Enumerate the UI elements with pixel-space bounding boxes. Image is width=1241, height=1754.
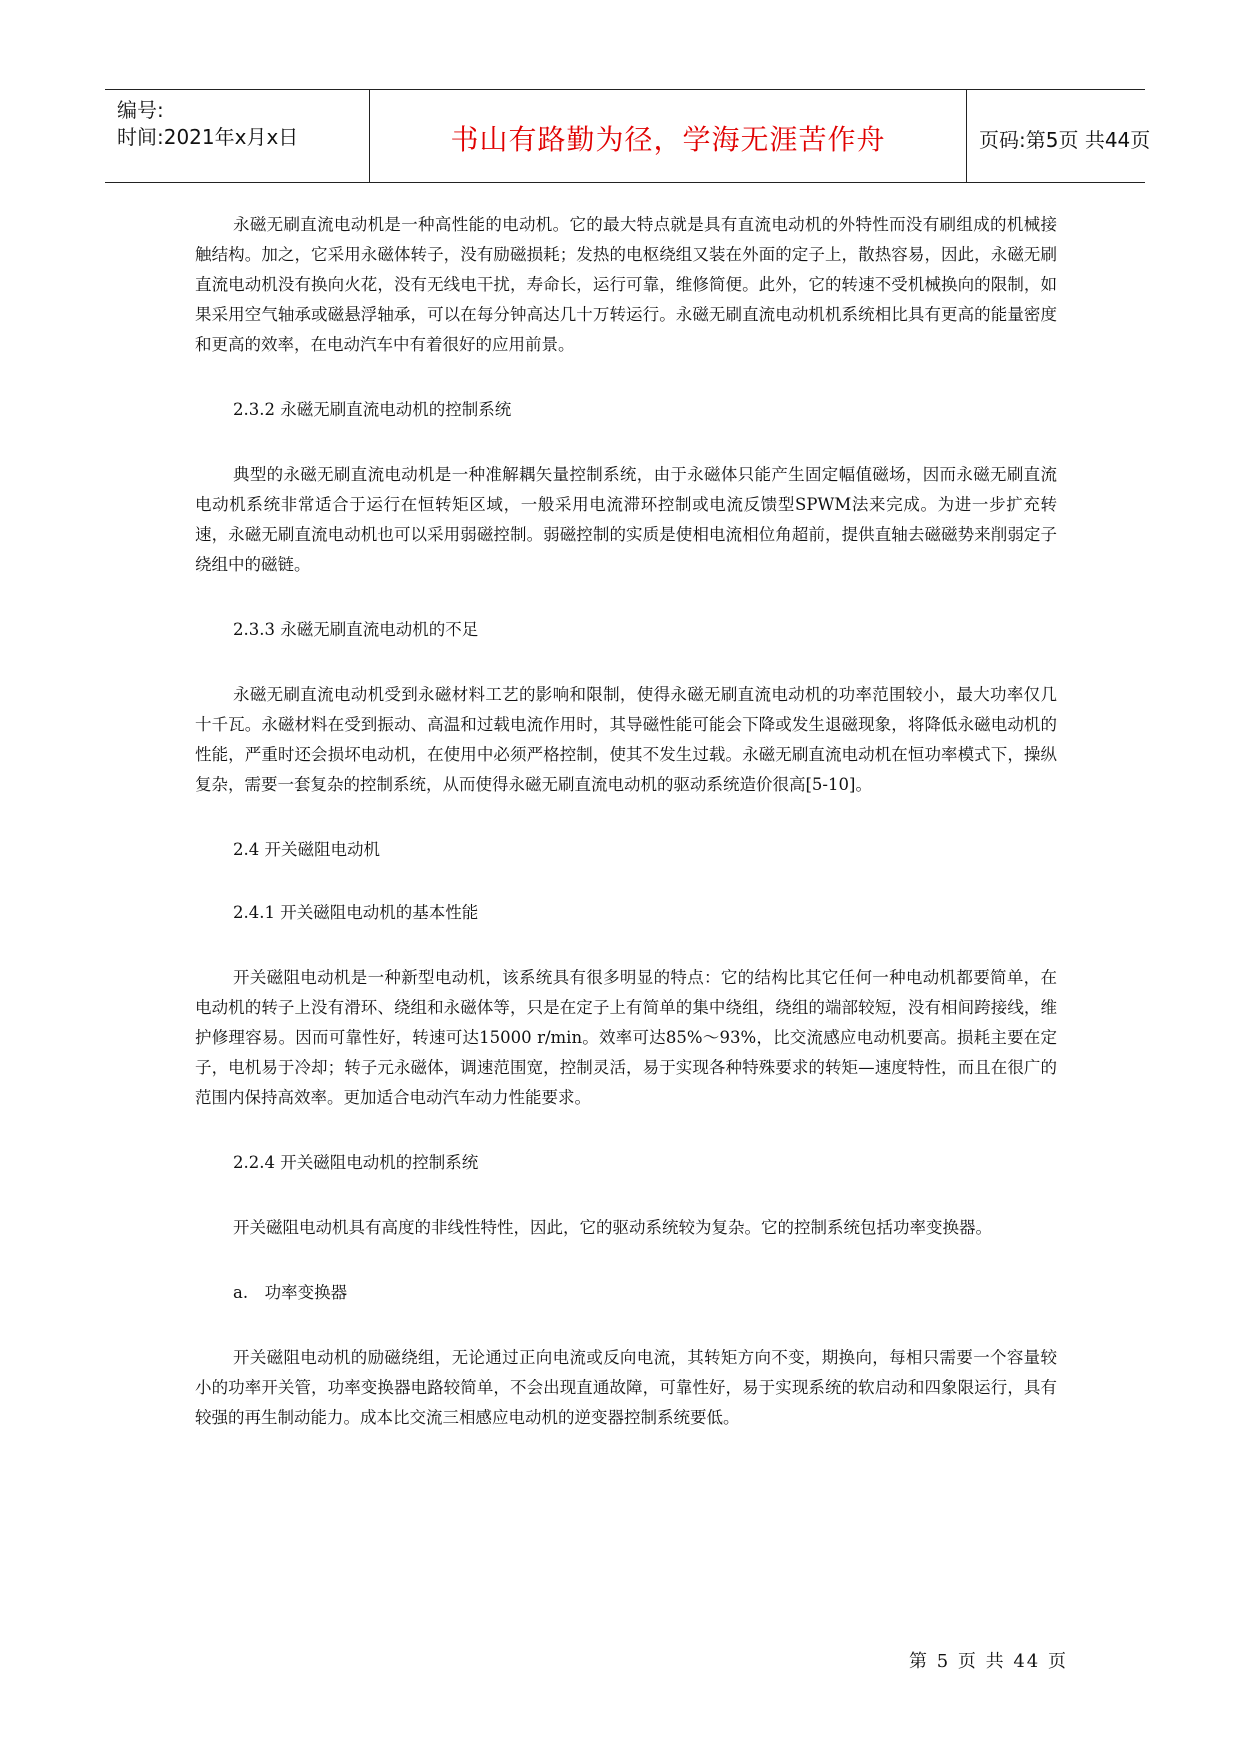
section-heading: 2.3.3 永磁无刷直流电动机的不足 [233,620,479,639]
header-page-cell [967,90,1151,182]
section-heading: 2.2.4 开关磁阻电动机的控制系统 [233,1153,479,1172]
serial-label: 编号: [117,98,164,122]
header-info-cell [105,90,370,182]
time-label: 时间:2021年x月x日 [117,125,299,149]
paragraph: 永磁无刷直流电动机是一种高性能的电动机。它的最大特点就是具有直流电动机的外特性而没有刷组成的机械接触结构。加之，它采用永磁体转子，没有励磁损耗；发热的电枢绕组又装在外面的定子上，散热容易，因此，永磁无刷直流电动机没有换向火花，没有无线电干扰，寿命长，运行可靠，维修简便。此外，它的转速不受机械换向的限制，如果采用空气轴承或磁悬浮轴承，可以在每分钟高达几十万转运行。永磁无刷直流电动机机系统相比具有更高的能量密度和更高的效率，在电动汽车中有着很好的应用前景。 [195,215,1057,354]
page-footer: 第 5 页 共 44 页 [909,1651,1068,1672]
paragraph: 开关磁阻电动机是一种新型电动机，该系统具有很多明显的特点：它的结构比其它任何一种电动机都要简单，在电动机的转子上没有滑环、绕组和永磁体等，只是在定子上有简单的集中绕组，绕组的端部较短，没有相间跨接线，维护修理容易。因而可靠性好，转速可达15000 r/min。效率可达85%～93%，比交流感应电动机要高。损耗主要在定子，电机易于冷却；转子元永磁体，调速范围宽，控制灵活，易于实现各种特殊要求的转矩—速度特性，而且在很广的范围内保持高效率。更加适合电动汽车动力性能要求。 [195,968,1057,1107]
page-info: 页码:第5页 共44页 [979,128,1151,152]
paragraph: 开关磁阻电动机具有高度的非线性特性，因此，它的驱动系统较为复杂。它的控制系统包括功率变换器。 [233,1218,992,1237]
section-heading: 2.3.2 永磁无刷直流电动机的控制系统 [233,400,512,419]
paragraph: 永磁无刷直流电动机受到永磁材料工艺的影响和限制，使得永磁无刷直流电动机的功率范围较小，最大功率仅几十千瓦。永磁材料在受到振动、高温和过载电流作用时，其导磁性能可能会下降或发生退磁现象，将降低永磁电动机的性能，严重时还会损坏电动机，在使用中必须严格控制，使其不发生过载。永磁无刷直流电动机在恒功率模式下，操纵复杂，需要一套复杂的控制系统，从而使得永磁无刷直流电动机的驱动系统造价很高[5-10]。 [195,685,1057,794]
section-heading: 2.4.1 开关磁阻电动机的基本性能 [233,903,479,922]
paragraph: 典型的永磁无刷直流电动机是一种准解耦矢量控制系统，由于永磁体只能产生固定幅值磁场，因而永磁无刷直流电动机系统非常适合于运行在恒转矩区域，一般采用电流滞环控制或电流反馈型SPWM法来完成。为进一步扩充转速，永磁无刷直流电动机也可以采用弱磁控制。弱磁控制的实质是使相电流相位角超前，提供直轴去磁磁势来削弱定子绕组中的磁链。 [195,465,1057,574]
section-heading: a. 功率变换器 [233,1283,348,1302]
motto-text: 书山有路勤为径，学海无涯苦作舟 [450,123,886,156]
section-heading: 2.4 开关磁阻电动机 [233,840,380,859]
header-motto-cell [370,90,967,182]
page-header [105,89,1151,183]
paragraph: 开关磁阻电动机的励磁绕组，无论通过正向电流或反向电流，其转矩方向不变，期换向，每相只需要一个容量较小的功率开关管，功率变换器电路较简单，不会出现直通故障，可靠性好，易于实现系统的软启动和四象限运行，具有较强的再生制动能力。成本比交流三相感应电动机的逆变器控制系统要低。 [195,1348,1057,1427]
document-body [195,210,1057,1433]
